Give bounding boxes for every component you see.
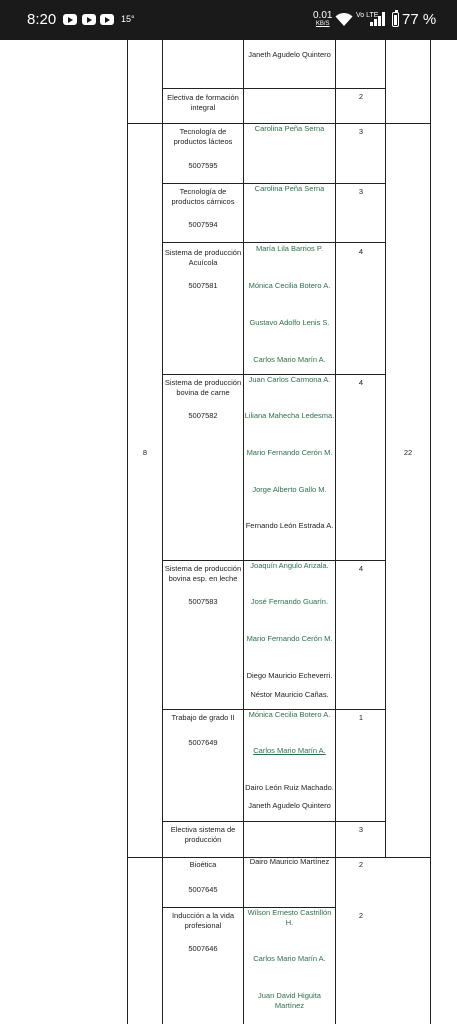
course-code: 5007646 bbox=[188, 944, 218, 953]
course-name: Sistema de producción bovina de carne bbox=[164, 378, 242, 397]
teacher-name: Juan David Higuita Martínez bbox=[258, 991, 321, 1010]
teacher-name: Néstor Mauricio Cañas. bbox=[250, 690, 329, 699]
table-border bbox=[430, 40, 431, 1024]
teacher-name: Joaquín Angulo Arizala. bbox=[250, 561, 329, 570]
table-border bbox=[162, 821, 386, 822]
status-time: 8:20 bbox=[27, 11, 57, 28]
teacher-name: Dairo León Ruiz Machado. bbox=[245, 783, 334, 792]
course-credits: 3 bbox=[358, 825, 364, 834]
wifi-icon bbox=[335, 12, 353, 27]
semester-number: 8 bbox=[142, 448, 148, 457]
course-name: Sistema de producción bovina esp. en leche bbox=[164, 564, 242, 583]
table-border bbox=[162, 40, 163, 1024]
network-type: Vo LTE bbox=[356, 12, 379, 19]
course-credits: 4 bbox=[358, 247, 364, 256]
battery-icon bbox=[392, 12, 399, 27]
course-name: Electiva sistema de producción bbox=[170, 825, 236, 844]
teacher-name: José Fernando Guarín. bbox=[250, 597, 329, 606]
course-code: 5007583 bbox=[188, 597, 218, 606]
teacher-name: Janeth Agudelo Quintero bbox=[248, 801, 331, 810]
status-temperature: 15° bbox=[121, 14, 135, 24]
course-code: 5007581 bbox=[188, 281, 218, 290]
teacher-name: Liliana Mahecha Ledesma. bbox=[244, 411, 335, 420]
course-credits: 1 bbox=[358, 713, 364, 722]
course-credits: 3 bbox=[358, 187, 364, 196]
teacher-name: Carolina Peña Serna bbox=[254, 124, 325, 133]
teacher-name: Carolina Peña Serna bbox=[254, 184, 325, 193]
course-name: Tecnología de productos lácteos bbox=[173, 127, 233, 146]
youtube-icon bbox=[63, 14, 77, 25]
teacher-name: María Lila Barrios P. bbox=[256, 244, 323, 253]
course-name: Electiva de formación integral bbox=[167, 93, 239, 112]
teacher-name: Juan Carlos Carmona A. bbox=[248, 375, 331, 384]
course-credits: 2 bbox=[358, 860, 364, 869]
course-name: Sistema de producción Acuícola bbox=[164, 248, 242, 267]
teacher-name: Diego Mauricio Echeverri. bbox=[246, 671, 333, 680]
teacher-name: Carlos Mario Marín A. bbox=[253, 954, 326, 963]
teacher-name: Mónica Cecilia Botero A. bbox=[248, 710, 331, 719]
teacher-name: Fernando León Estrada A. bbox=[245, 521, 334, 530]
course-code: 5007595 bbox=[188, 161, 218, 170]
signal-icon bbox=[370, 12, 386, 26]
battery-percent: 77 % bbox=[402, 11, 437, 28]
course-credits: 3 bbox=[358, 127, 364, 136]
course-credits: 4 bbox=[358, 378, 364, 387]
network-speed: 0.01 KB/S bbox=[313, 10, 333, 27]
course-code: 5007645 bbox=[188, 885, 218, 894]
course-name: Trabajo de grado II bbox=[171, 713, 235, 722]
teacher-name: Janeth Agudelo Quintero bbox=[248, 50, 331, 59]
teacher-name: Mario Fernando Cerón M. bbox=[246, 448, 333, 457]
teacher-name: Carlos Mario Marín A. bbox=[253, 355, 326, 364]
teacher-name: Mónica Cecilia Botero A. bbox=[248, 281, 331, 290]
course-name: Inducción a la vida profesional bbox=[171, 911, 235, 930]
teacher-link[interactable]: Carlos Mario Marín A. bbox=[253, 746, 326, 755]
teacher-name: Wilson Ernesto Castrillón H. bbox=[247, 908, 332, 927]
course-credits: 2 bbox=[358, 911, 364, 920]
teacher-name: Jorge Alberto Gallo M. bbox=[252, 485, 327, 494]
table-border bbox=[127, 40, 128, 1024]
course-credits: 2 bbox=[358, 92, 364, 101]
course-credits: 4 bbox=[358, 564, 364, 573]
course-code: 5007594 bbox=[188, 220, 218, 229]
teacher-name: Dairo Mauricio Martínez bbox=[249, 857, 330, 866]
youtube-icon bbox=[100, 14, 114, 25]
course-code: 5007582 bbox=[188, 411, 218, 420]
youtube-icon bbox=[82, 14, 96, 25]
course-code: 5007649 bbox=[188, 738, 218, 747]
course-name: Bioética bbox=[189, 860, 217, 869]
table-border bbox=[162, 88, 386, 89]
table-border bbox=[162, 242, 386, 243]
teacher-name: Gustavo Adolfo Lenis S. bbox=[249, 318, 330, 327]
semester-credits: 22 bbox=[403, 448, 413, 457]
course-name: Tecnología de productos cárnicos bbox=[171, 187, 235, 206]
status-bar bbox=[0, 0, 457, 40]
teacher-name: Mario Fernando Cerón M. bbox=[246, 634, 333, 643]
